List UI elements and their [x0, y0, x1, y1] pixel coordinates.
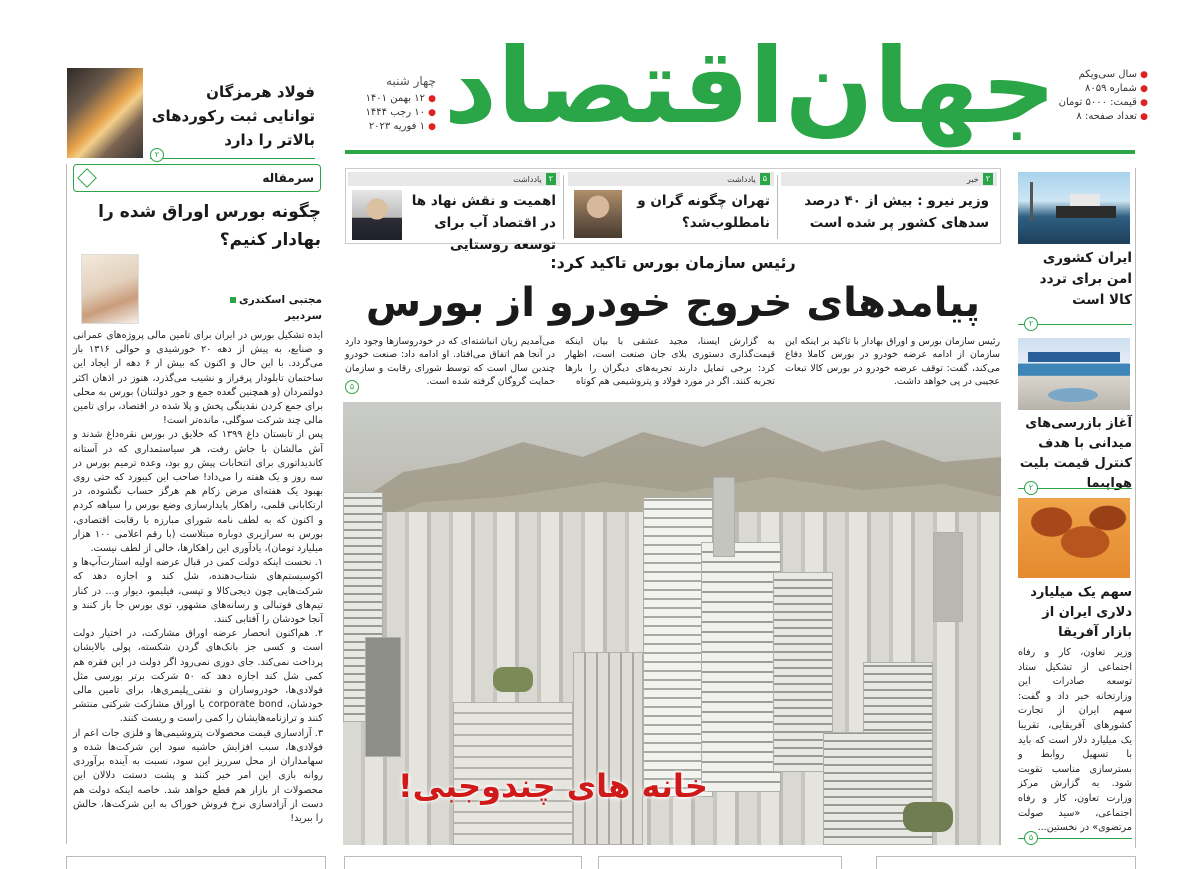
fountain [1048, 388, 1098, 402]
ship-deck [1070, 194, 1100, 206]
editorial-body [73, 329, 323, 826]
main-col-middle: به گزارش ایسنا، مجید عشقی با بیان اینکه قیمت‌گذاری دستوری بلای جان صنعت است، اظهار کرد: برخی تمایل دارند تجربه‌های دیگران را بارها تجربه کنند. اگر در مورد فولاد و پتروشیمی هم کوتاه [565, 336, 775, 388]
editorial-paragraph: ۲. هم‌اکنون انحصار عرضه اوراق مشارکت، در اختیار دولت است و کسی جز بانک‌های گردن شکسته، پولی بالایشان پرداخت نمی‌کند. جای دوری نمی‌رود اگر دولت در این فقره هم کمی شل کند اجازه دهد که ۵۰ شرکت برتر بورسی مثل فولادی‌ها، خودروسازان و نفتی_پلیمری‌ها، برای تامین مالی خودشان، corporate bond یا اوراق مشارکت شرکتی منتشر کنند و ترازنامه‌هایشان را کمی راست و ریست کنند. [73, 628, 324, 725]
volume-label: سال سی‌ویکم [1078, 69, 1137, 80]
tower [573, 652, 643, 845]
page-marker-africa: ۵ [1024, 831, 1038, 845]
sidebar-headline-security[interactable]: ایران کشوری امن برای تردد کالا است [1039, 250, 1132, 308]
tree-cluster [493, 667, 533, 692]
photo-caption: خانه های چندوجبی! [398, 767, 708, 805]
sidebar-headline-airfare[interactable]: آغاز بازرسی‌های میدانی با هدف کنترل قیمت بلیت هواپیما [1019, 416, 1132, 491]
tower [701, 542, 781, 792]
airport-sign [1028, 352, 1120, 362]
tree-cluster [903, 802, 953, 832]
editorial-paragraph: ۳. آزادسازی قیمت محصولات پتروشیمی‌ها و فلزی جات اعم از فولادی‌ها، سبب افزایش حاشیه سود این شرکت‌ها شده و سهامداران از محل سرریز این سود، نسبت به آینده برآوردی روانه بازی این امر خیر کنند و پشت دستت دلالان این محصولات از بازار هم قطع خواهد شد. خاصه اینکه دولت هم دست از آزادسازی نرخ فروش خوراک به این شرکت‌ها، حالش را ببرید! [73, 727, 323, 824]
tehran-skyline-photo[interactable] [343, 402, 1001, 845]
cargo-ship-photo[interactable] [1018, 172, 1130, 244]
editorial-author-photo [81, 254, 139, 324]
sidebar-headline-africa[interactable]: سهم یک میلیارد دلاری ایران از بازار آفریقا [1030, 585, 1132, 640]
editorial-section-label: سرمقاله [73, 164, 321, 192]
main-col-left: می‌آمدیم زیان انباشته‌ای که در خودروسازها وجود دارد در آنجا هم اتفاق می‌افتاد. او ادامه داد: صنعت خودرو چندین سال است که توسط شورای رقابت و سازمان حمایت گروگان گرفته شده است. [345, 336, 555, 388]
tower [713, 477, 735, 557]
diamond-icon [77, 168, 97, 188]
editorial-author-role: سردبیر [284, 310, 322, 322]
page-marker-airfare: ۲ [1024, 481, 1038, 495]
steel-teaser-headline[interactable]: فولاد هرمزگان توانایی ثبت رکوردهای بالاتر را دارد [151, 83, 315, 149]
main-headline[interactable]: پیامدهای خروج خودرو از بورس [365, 280, 981, 326]
top-strip-item-institutions[interactable]: ۲ یادداشت اهمیت و نقش نهاد ها در اقتصاد آب برای توسعه روستایی [348, 172, 560, 240]
masthead-underline [345, 150, 1135, 154]
editorial-headline[interactable]: چگونه بورس اوراق شده را بهادار کنیم؟ [98, 202, 321, 250]
steel-photo[interactable] [67, 68, 143, 158]
ship-hull [1056, 206, 1116, 218]
date-lunar: ۱۰ رجب ۱۴۴۴ [365, 107, 425, 118]
top-strip-item-tehran[interactable]: ۵ یادداشت تهران چگونه گران و نامطلوب‌شد؟ [568, 172, 774, 240]
author-bullet-icon [230, 297, 236, 303]
main-col-right: رئیس سازمان بورس و اوراق بهادار با تاکید بر اینکه این سازمان از ادامه عرضه خودرو در بورس کاملا دفاع می‌کند، گفت: توقف عرضه خودرو در بورس کالا تبعات عجیبی در پی خواهد داشت. [785, 336, 1000, 388]
sidebar-body-africa: وزیر تعاون، کار و رفاه اجتماعی از تشکیل ستاد توسعه صادرات این وزارتخانه خبر داد و گفت: سهم ایران از تجارت کشورهای آفریقایی، تقریبا یک میلیارد دلار است که باید با تسهیل روابط و بسترسازی مناسب تقویت شود. به گزارش مرکز وزارت تعاون، کار و رفاه اجتماعی، «سید صولت مرتضوی» در نخستین... [1018, 647, 1132, 834]
dams-headline: وزیر نیرو : بیش از ۴۰ درصد سدهای کشور پر شده است [804, 193, 989, 231]
page-count: تعداد صفحه: ۸ [1076, 111, 1137, 122]
crane [1030, 182, 1033, 222]
institutions-author-photo [352, 190, 402, 240]
tehran-author-photo [574, 190, 622, 238]
issue-number: شماره ۸۰۵۹ [1085, 83, 1137, 94]
main-kicker: رئیس سازمان بورس تاکید کرد: [550, 253, 796, 272]
airport-photo[interactable] [1018, 338, 1130, 410]
tehran-headline: تهران چگونه گران و نامطلوب‌شد؟ [637, 193, 770, 231]
page-marker-main: ۵ [345, 380, 359, 394]
institutions-headline: اهمیت و نقش نهاد ها در اقتصاد آب برای توسعه روستایی [411, 193, 556, 253]
editorial-paragraph: پس از تابستان داغ ۱۳۹۹ که خلایق در بورس نقره‌داغ شدند و آش مالشان با جاش رفت، هر سیاستمداری که در آستانه کاندیداتوری برای انتخابات پیش رو بود، وعده ترمیم بورس در سه روز و یک هفته را می‌داد! صاحب این کیبورد که حتی روی بهبود یک هفته‌ای مرض زکام هم هرگز حساب نگشوده، در ارتکابانی قلمی، راهکار پایدارسازی وضع بورس را سیاهه کردم و اکنون که به لطف نامه شورای مبارزه با رقابت اقتصادی، بورس به سرازیری دوباره مبتلاست (با رقم اعلامی ۱۰۰ هزار میلیارد تومان)، یادآوری این راهکارها، خالی از لطف نیست. [73, 429, 323, 555]
top-strip [345, 168, 1001, 253]
africa-map-photo[interactable] [1018, 498, 1130, 578]
page-marker-steel: ۲ [150, 148, 164, 162]
date-gregorian: ۱ فوریه ۲۰۲۳ [368, 121, 425, 132]
date-solar: ۱۲ بهمن ۱۴۰۱ [365, 93, 425, 104]
right-sidebar [1014, 168, 1136, 848]
masthead-logo: جهان‌اقتصاد [443, 25, 1057, 147]
page-marker-security: ۲ [1024, 317, 1038, 331]
issue-date-block: چهار شنبه ● ۱۲ بهمن ۱۴۰۱ ● ۱۰ رجب ۱۴۴۴ ● ۱ فوریه ۲۰۲۳ [344, 74, 436, 134]
weekday: چهار شنبه [386, 74, 436, 88]
tower [365, 637, 401, 757]
editorial-author-name: مجتبی اسکندری [239, 294, 322, 306]
editorial-column [66, 164, 326, 844]
price-label: قیمت: ۵۰۰۰ تومان [1058, 97, 1137, 108]
bottom-strip [66, 856, 1136, 869]
editorial-paragraph: ایده تشکیل بورس در ایران برای تامین مالی پروژه‌های عمرانی و صنایع، به پیش از دهه ۲۰ خورشیدی و حوالی ۱۳۱۶ باز می‌گردد. با این حال و اکنون که بیش از ۶ دهه از ایجاد این ساختمان تابلودار پرفراز و نشیب می‌گذرد، هنوز در اذهان اکثر دولتمردان (و همچنین گعده جمع و جور دولتنان) بورس به محلی برای جمع کردن نقدینگی پخش و پلا شده در اقتصاد، برای تامین مالی چند شرکت سوگلی، مانده‌تر است! [73, 330, 323, 427]
editorial-paragraph: ۱. نخست اینکه دولت کمی در قبال عرضه اولیه استارت‌آپ‌ها و اکوسیستم‌های شتاب‌دهنده، شل کند و اجازه دهد که شرکت‌هایی چون دیجی‌کالا و تپسی، فیلیمو، دیوار و... در کنار تیم‌های فوتبالی و رسانه‌های مشهور، توی بورس جا باز کنند و آنجا خودشان را آفتابی کنند. [73, 557, 323, 626]
tower [933, 532, 963, 622]
publication-info: ● سال سی‌ویکم ● شماره ۸۰۵۹ ● قیمت: ۵۰۰۰ تومان ● تعداد صفحه: ۸ [1058, 69, 1148, 122]
top-strip-item-dams[interactable]: ۲ خبر وزیر نیرو : بیش از ۴۰ درصد سدهای کشور پر شده است [781, 172, 997, 240]
